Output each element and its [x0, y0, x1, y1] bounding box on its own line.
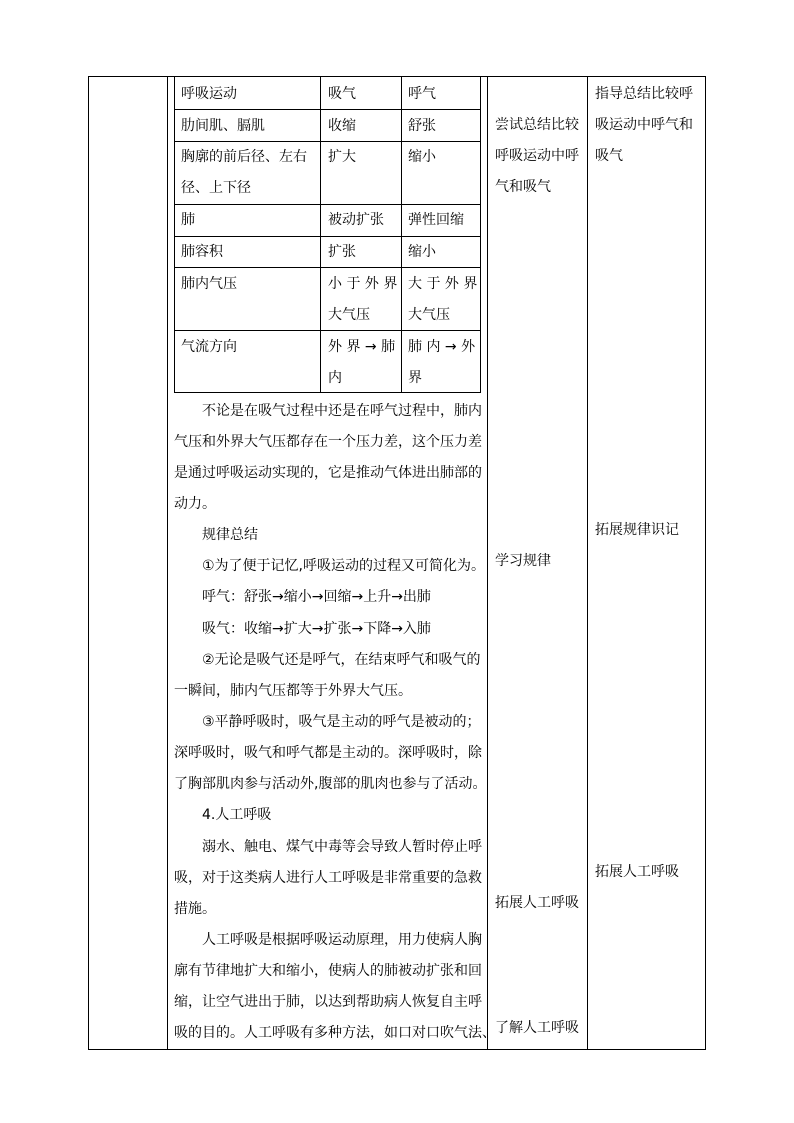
- table-cell-exhale: 缩小: [408, 149, 436, 165]
- table-cell-exhale: 呼气: [408, 86, 436, 102]
- paragraph-line: 廓有节律地扩大和缩小，使病人的肺被动扩张和回: [174, 963, 482, 979]
- table-cell-inhale: 扩张: [328, 244, 356, 260]
- table-cell-inhale: 小 于 外 界: [328, 276, 398, 292]
- paragraph-line: 气压和外界大气压都存在一个压力差，这个压力差: [174, 434, 482, 450]
- student-activity: 拓展人工呼吸: [495, 895, 579, 911]
- table-cell-exhale: 缩小: [408, 244, 436, 260]
- table-cell-inhale: 吸气: [328, 86, 356, 102]
- paragraph-line: 动力。: [174, 496, 216, 512]
- design-intent: 指导总结比较呼: [595, 86, 693, 102]
- rule-item: ③平静呼吸时，吸气是主动的呼气是被动的；: [202, 714, 481, 730]
- table-cell-exhale: 舒张: [408, 118, 436, 134]
- paragraph-line: 缩，让空气进出于肺，以达到帮助病人恢复自主呼: [174, 994, 482, 1010]
- table-cell-item: 肋间肌、膈肌: [181, 118, 265, 134]
- comparison-table-divider: [320, 76, 321, 393]
- column-divider-3: [587, 76, 588, 1050]
- paragraph-line: 措施。: [174, 901, 216, 917]
- comparison-table-row-line: [174, 267, 481, 268]
- paragraph-line: 溺水、触电、煤气中毒等会导致人暂时停止呼: [202, 839, 482, 855]
- rule-item: ①为了便于记忆,呼吸运动的过程又可简化为。: [202, 558, 485, 574]
- table-cell-item: 肺: [181, 212, 195, 228]
- section-heading: 4.人工呼吸: [202, 807, 272, 823]
- table-cell-exhale: 大气压: [408, 307, 450, 323]
- exhale-flow: 呼气：舒张→缩小→回缩→上升→出肺: [202, 589, 431, 605]
- paragraph-line: 是通过呼吸运动实现的，它是推动气体进出肺部的: [174, 465, 482, 481]
- table-cell-item: 径、上下径: [181, 180, 251, 196]
- design-intent: 吸气: [595, 148, 623, 164]
- student-activity: 了解人工呼吸: [495, 1020, 579, 1036]
- comparison-table-row-line: [174, 236, 481, 237]
- inhale-flow: 吸气：收缩→扩大→扩张→下降→入肺: [202, 621, 431, 637]
- student-activity: 呼吸运动中呼: [495, 148, 579, 164]
- student-activity: 学习规律: [495, 553, 551, 569]
- rule-item: 深呼吸时，吸气和呼气都是主动的。深呼吸时，除: [174, 745, 482, 761]
- comparison-table-divider: [401, 76, 402, 393]
- comparison-table-row-line: [174, 141, 481, 142]
- design-intent: 拓展人工呼吸: [595, 864, 679, 880]
- table-cell-item: 气流方向: [181, 339, 237, 355]
- comparison-table-row-line: [174, 204, 481, 205]
- table-cell-inhale: 被动扩张: [328, 212, 384, 228]
- paragraph-line: 吸，对于这类病人进行人工呼吸是非常重要的急救: [174, 870, 482, 886]
- rule-item: 了胸部肌肉参与活动外,腹部的肌肉也参与了活动。: [174, 776, 487, 792]
- column-divider-2: [487, 76, 488, 1050]
- table-cell-item: 肺容积: [181, 244, 223, 260]
- table-cell-inhale: 扩大: [328, 149, 356, 165]
- rule-item: ②无论是吸气还是呼气，在结束呼气和吸气的: [202, 652, 481, 668]
- design-intent: 拓展规律识记: [595, 522, 679, 538]
- design-intent: 吸运动中呼气和: [595, 117, 693, 133]
- table-cell-inhale: 外 界 → 肺: [328, 339, 396, 355]
- table-cell-exhale: 大 于 外 界: [408, 276, 478, 292]
- table-cell-item: 呼吸运动: [181, 86, 237, 102]
- rule-heading: 规律总结: [202, 527, 258, 543]
- student-activity: 尝试总结比较: [495, 117, 579, 133]
- rule-item: 一瞬间，肺内气压都等于外界大气压。: [174, 683, 412, 699]
- table-cell-exhale: 界: [408, 370, 422, 386]
- table-cell-inhale: 收缩: [328, 118, 356, 134]
- table-cell-exhale: 弹性回缩: [408, 212, 464, 228]
- paragraph-line: 不论是在吸气过程中还是在呼气过程中，肺内: [202, 403, 482, 419]
- comparison-table-row-line: [174, 330, 481, 331]
- table-cell-item: 肺内气压: [181, 276, 237, 292]
- table-cell-item: 胸廓的前后径、左右: [181, 149, 307, 165]
- paragraph-line: 人工呼吸是根据呼吸运动原理，用力使病人胸: [202, 932, 482, 948]
- table-cell-inhale: 大气压: [328, 307, 370, 323]
- comparison-table-row-line: [174, 109, 481, 110]
- student-activity: 气和吸气: [495, 179, 551, 195]
- paragraph-line: 吸的目的。人工呼吸有多种方法，如口对口吹气法、: [174, 1025, 496, 1041]
- table-cell-inhale: 内: [328, 370, 342, 386]
- column-divider-1: [167, 76, 168, 1050]
- table-cell-exhale: 肺 内 → 外: [408, 339, 476, 355]
